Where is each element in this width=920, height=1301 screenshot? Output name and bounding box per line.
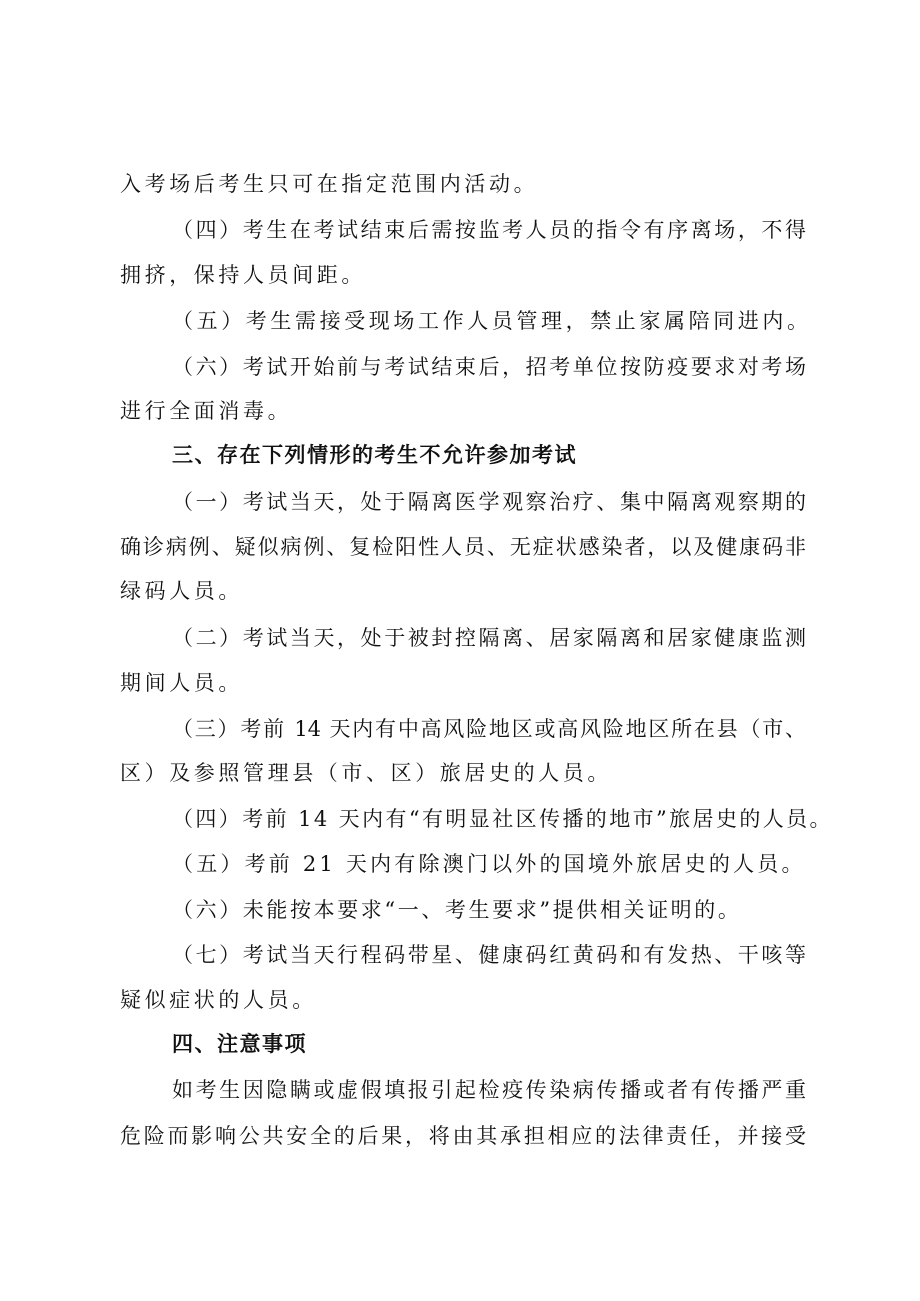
paragraph-line: 危险而影响公共安全的后果，将由其承担相应的法律责任，并接受 [120,1124,806,1148]
section-heading: 四、注意事项 [172,1032,307,1056]
paragraph-line: （五）考前 21 天内有除澳门以外的国境外旅居史的人员。 [172,852,806,876]
paragraph-line: （三）考前 14 天内有中高风险地区或高风险地区所在县（市、 [172,717,806,741]
paragraph-line: （二）考试当天，处于被封控隔离、居家隔离和居家健康监测 [172,626,806,650]
paragraph-line: 区）及参照管理县（市、区）旅居史的人员。 [120,761,612,785]
paragraph-line: （四）考前 14 天内有“有明显社区传播的地市”旅居史的人员。 [172,807,833,831]
paragraph-line: （四）考生在考试结束后需按监考人员的指令有序离场，不得 [172,218,806,242]
paragraph-line: （六）考试开始前与考试结束后，招考单位按防疫要求对考场 [172,355,806,379]
paragraph-line: 如考生因隐瞒或虚假填报引起检疫传染病传播或者有传播严重 [172,1078,806,1102]
paragraph-line: 进行全面消毒。 [120,399,293,423]
paragraph-line: （六）未能按本要求“一、考生要求”提供相关证明的。 [172,898,742,922]
paragraph-line: 绿码人员。 [120,579,243,603]
paragraph-line: （一）考试当天，处于隔离医学观察治疗、集中隔离观察期的 [172,490,806,514]
paragraph-line: 确诊病例、疑似病例、复检阳性人员、无症状感染者，以及健康码非 [120,535,806,559]
section-heading: 三、存在下列情形的考生不允许参加考试 [172,443,577,467]
paragraph-line: 期间人员。 [120,671,243,695]
paragraph-line: （五）考生需接受现场工作人员管理，禁止家属陪同进内。 [172,309,812,333]
paragraph-line: 入考场后考生只可在指定范围内活动。 [120,172,539,196]
paragraph-line: 拥挤，保持人员间距。 [120,263,366,287]
paragraph-line: （七）考试当天行程码带星、健康码红黄码和有发热、干咳等 [172,943,806,967]
paragraph-line: 疑似症状的人员。 [120,988,317,1012]
